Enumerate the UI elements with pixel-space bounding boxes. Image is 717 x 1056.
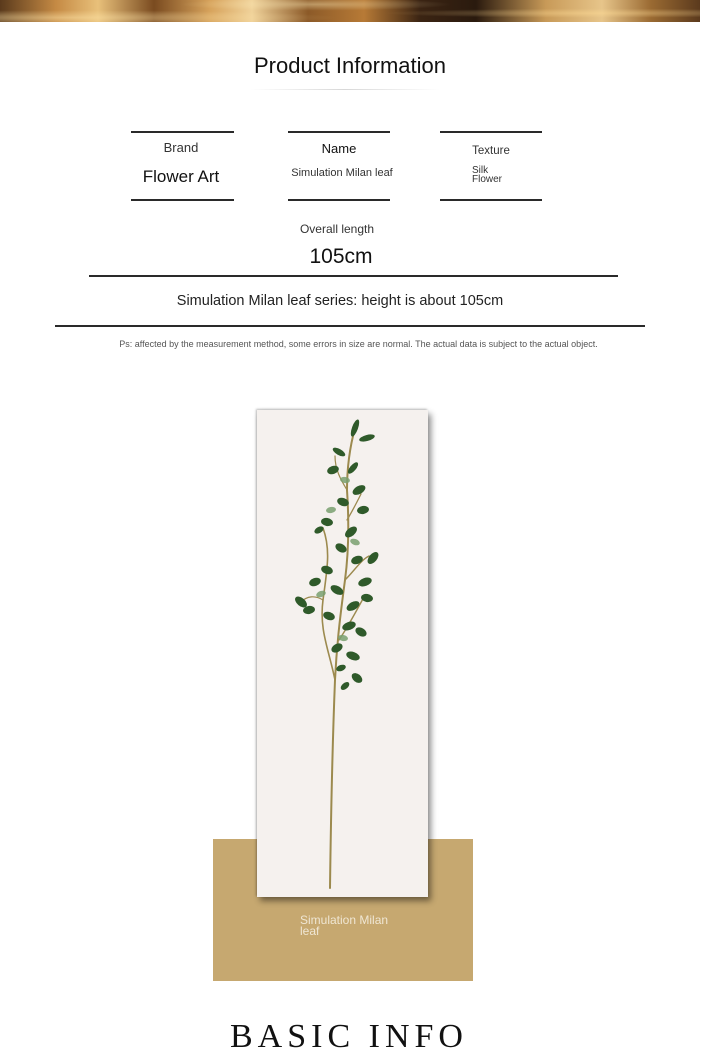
title-decoration bbox=[250, 89, 440, 90]
texture-bottom-rule bbox=[440, 199, 542, 201]
texture-label: Texture bbox=[472, 145, 510, 157]
series-description: Simulation Milan leaf series: height is about 105cm bbox=[176, 293, 504, 309]
product-caption bbox=[300, 915, 420, 937]
brand-value: Flower Art bbox=[142, 167, 220, 186]
overall-length-label: Overall length bbox=[299, 222, 375, 236]
name-top-rule bbox=[288, 131, 390, 133]
next-section-heading bbox=[230, 1016, 470, 1055]
overall-length-rule bbox=[89, 275, 618, 277]
overall-length-value: 105cm bbox=[309, 245, 373, 268]
product-caption-line2: leaf bbox=[300, 924, 320, 938]
series-rule bbox=[55, 325, 645, 327]
next-section-heading-text: BASIC INFO bbox=[230, 1018, 468, 1055]
name-value: Simulation Milan leaf bbox=[291, 167, 393, 179]
name-bottom-rule bbox=[288, 199, 390, 201]
texture-top-rule bbox=[440, 131, 542, 133]
measurement-note: Ps: affected by the measurement method, some errors in size are normal. The actual data is subject to the actual object. bbox=[119, 339, 598, 349]
texture-value-line1: Silk bbox=[472, 165, 489, 176]
product-caption-line1: Simulation Milan bbox=[300, 913, 389, 927]
texture-value-line2: Flower bbox=[472, 174, 503, 185]
name-label: Name bbox=[321, 141, 357, 156]
brand-top-rule bbox=[131, 131, 234, 133]
product-photo bbox=[257, 410, 428, 897]
header-banner-image bbox=[0, 0, 700, 22]
brand-label: Brand bbox=[163, 140, 199, 155]
leaf-branch-illustration bbox=[257, 410, 428, 897]
texture-value bbox=[472, 166, 532, 184]
brand-bottom-rule bbox=[131, 199, 234, 201]
page-title: Product Information bbox=[254, 53, 446, 78]
